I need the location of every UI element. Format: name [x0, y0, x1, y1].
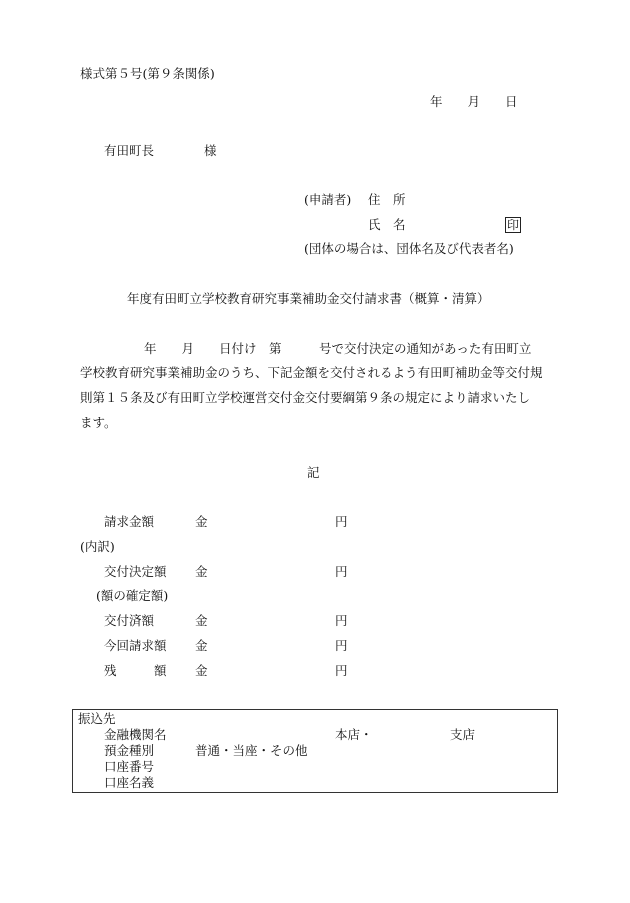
paid-amount-label: 交付済額: [104, 613, 155, 628]
transfer-header: 振込先: [78, 711, 116, 726]
head-office-label: 本店・: [335, 727, 373, 742]
body-line-1: 年 月 日付け 第 号で交付決定の通知があった有田町立: [144, 341, 532, 356]
current-request-kin: 金: [195, 638, 208, 653]
branch-label: 支店: [450, 727, 476, 742]
body-line-3: 則第１５条及び有田町立学校運営交付金交付要綱第９条の規定により請求いたし: [80, 390, 531, 405]
seal-mark: [505, 217, 521, 233]
body-line-4: ます。: [80, 415, 117, 430]
bank-name-label: 金融機関名: [104, 727, 167, 742]
remaining-label: 残 額: [104, 663, 167, 678]
document-title: 年度有田町立学校教育研究事業補助金交付請求書（概算・清算）: [127, 291, 490, 306]
current-request-label: 今回請求額: [104, 638, 167, 653]
account-type-label: 預金種別: [104, 743, 155, 758]
seal-stamp-icon: 印: [507, 218, 520, 232]
request-amount-kin: 金: [195, 514, 208, 529]
current-request-yen: 円: [335, 638, 348, 653]
name-label: 氏 名: [368, 217, 406, 232]
paid-amount-kin: 金: [195, 613, 208, 628]
request-amount-yen: 円: [335, 514, 348, 529]
confirmed-note: (額の確定額): [96, 588, 169, 603]
form-number: 様式第５号(第９条関係): [80, 66, 215, 81]
ki-heading: 記: [307, 465, 320, 480]
decided-amount-yen: 円: [335, 564, 348, 579]
account-number-label: 口座番号: [104, 759, 155, 774]
breakdown-label: (内訳): [80, 539, 115, 554]
paid-amount-yen: 円: [335, 613, 348, 628]
decided-amount-label: 交付決定額: [104, 564, 167, 579]
body-line-2: 学校教育研究事業補助金のうち、下記金額を交付されるよう有田町補助金等交付規: [80, 365, 543, 380]
applicant-label: (申請者): [304, 192, 352, 207]
decided-amount-kin: 金: [195, 564, 208, 579]
remaining-yen: 円: [335, 663, 348, 678]
account-type-options: 普通・当座・その他: [195, 743, 308, 758]
organization-note: (団体の場合は、団体名及び代表者名): [304, 241, 514, 256]
date-line: 年 月 日: [430, 94, 518, 109]
account-name-label: 口座名義: [104, 775, 155, 790]
request-amount-label: 請求金額: [104, 514, 155, 529]
addressee: 有田町長 様: [104, 143, 217, 158]
remaining-kin: 金: [195, 663, 208, 678]
address-label: 住 所: [368, 192, 406, 207]
